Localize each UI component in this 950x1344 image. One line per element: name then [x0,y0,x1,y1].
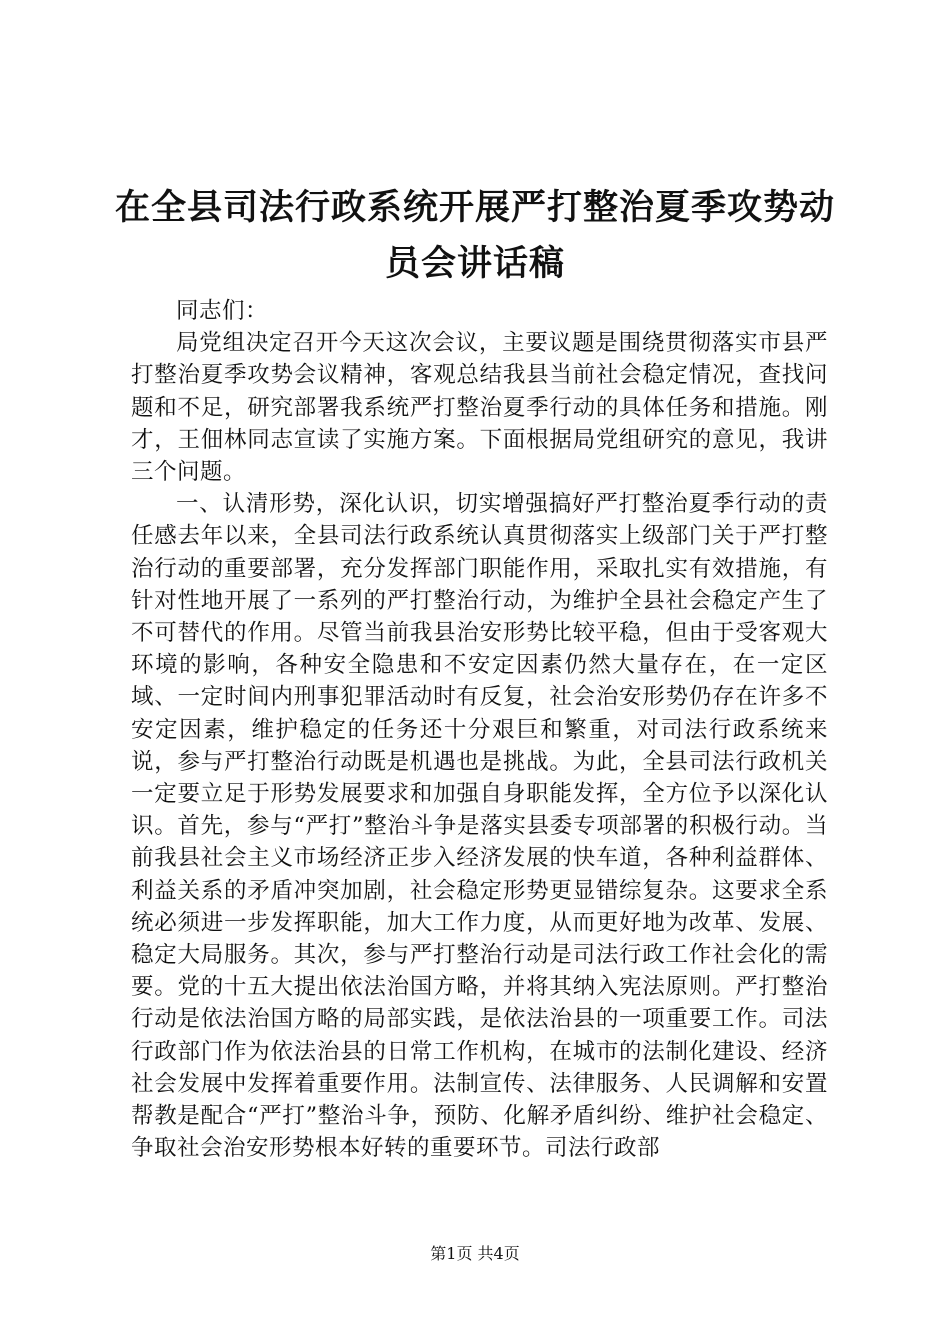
document-body [131,295,828,1164]
page-indicator: 第1页 共4页 [430,1244,520,1263]
paragraph-section-one: 一、认清形势，深化认识，切实增强搞好严打整治夏季行动的责任感去年以来，全县司法行政系统认真贯彻落实上级部门关于严打整治行动的重要部署，充分发挥部门职能作用，采取扎实有效措施，有针对性地开展了一系列的严打整治行动，为维护全县社会稳定产生了不可替代的作用。尽管当前我县治安形势比较平稳，但由于受客观大环境的影响，各种安全隐患和不安定因素仍然大量存在，在一定区域、一定时间内刑事犯罪活动时有反复，社会治安形势仍存在许多不安定因素，维护稳定的任务还十分艰巨和繁重，对司法行政系统来说，参与严打整治行动既是机遇也是挑战。为此，全县司法行政机关一定要立足于形势发展要求和加强自身职能发挥，全方位予以深化认识。首先，参与“严打”整治斗争是落实县委专项部署的积极行动。当前我县社会主义市场经济正步入经济发展的快车道，各种利益群体、利益关系的矛盾冲突加剧，社会稳定形势更显错综复杂。这要求全系统必须进一步发挥职能，加大工作力度，从而更好地为改革、发展、稳定大局服务。其次，参与严打整治行动是司法行政工作社会化的需要。党的十五大提出依法治国方略，并将其纳入宪法原则。严打整治行动是依法治国方略的局部实践，是依法治县的一项重要工作。司法行政部门作为依法治县的日常工作机构，在城市的法制化建设、经济社会发展中发挥着重要作用。法制宣传、法律服务、人民调解和安置帮教是配合“严打”整治斗争，预防、化解矛盾纠纷、维护社会稳定、争取社会治安形势根本好转的重要环节。司法行政部 [131,491,828,1162]
paragraph-intro: 局党组决定召开今天这次会议，主要议题是围绕贯彻落实市县严打整治夏季攻势会议精神，客观总结我县当前社会稳定情况，查找问题和不足，研究部署我系统严打整治夏季行动的具体任务和措施。刚才，王佃林同志宣读了实施方案。下面根据局党组研究的意见，我讲三个问题。 [131,330,828,486]
salutation: 同志们： [176,298,269,324]
document-title: 在全县司法行政系统开展严打整治夏季攻势动员会讲话稿 [114,188,835,284]
